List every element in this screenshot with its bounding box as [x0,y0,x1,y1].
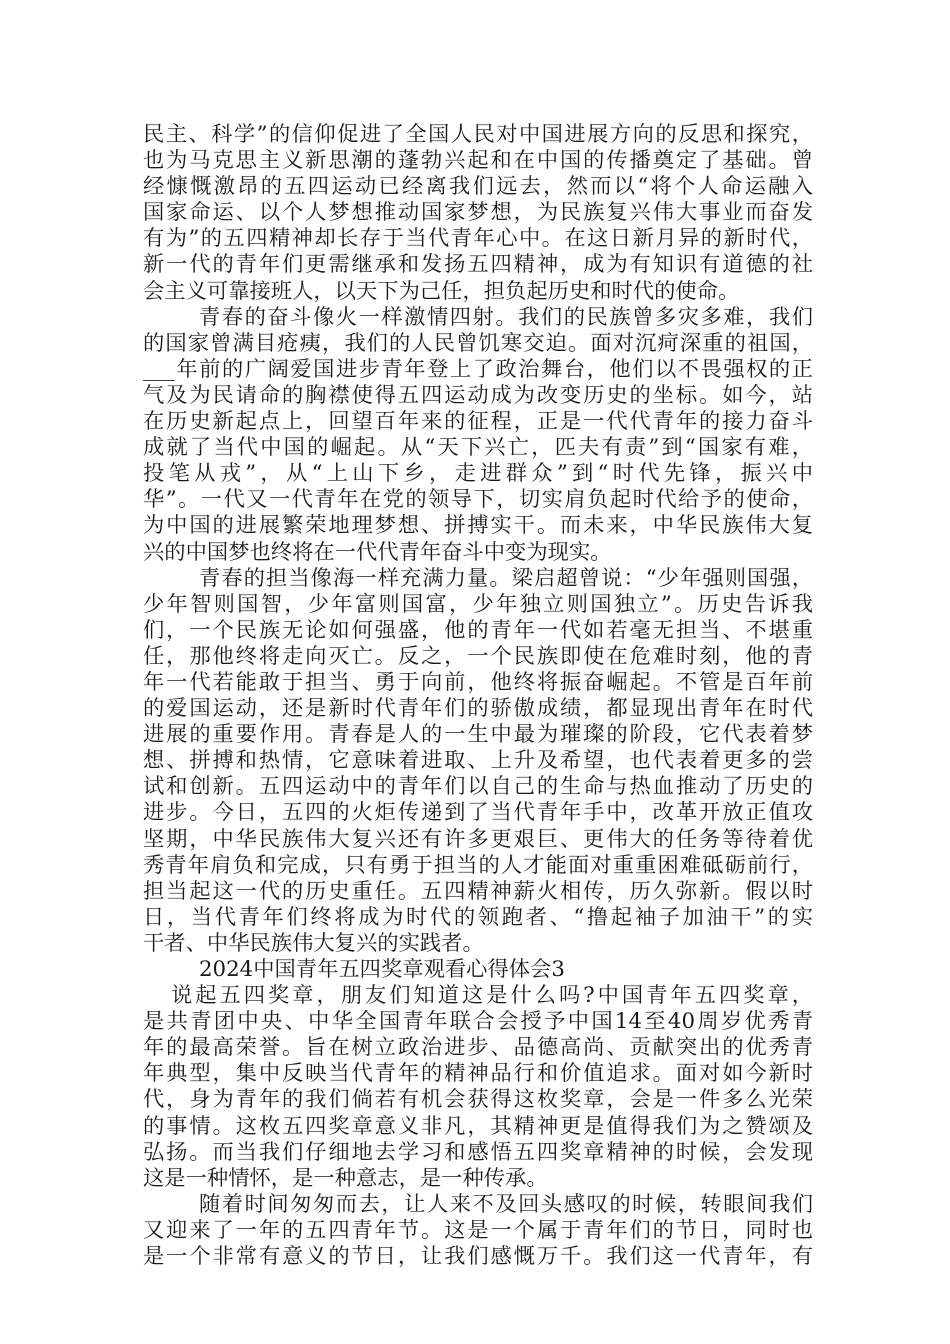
paragraph-line: 投笔从戎”，从“上山下乡，走进群众”到“时代先锋，振兴中 [143,461,813,487]
paragraph-line: 又迎来了一年的五四青年节。这是一个属于青年们的节日，同时也 [143,1217,813,1243]
paragraph-line: 国家命运、以个人梦想推动国家梦想，为民族复兴伟大事业而奋发 [143,200,813,226]
paragraph-line: 们，一个民族无论如何强盛，他的青年一代如若毫无担当、不堪重 [143,617,813,643]
paragraph-line: 年的最高荣誉。旨在树立政治进步、品德高尚、贡献突出的优秀青 [143,1035,813,1061]
paragraph-line: 有为”的五四精神却长存于当代青年心中。在这日新月异的新时代， [143,226,813,252]
paragraph-line: 坚期，中华民族伟大复兴还有许多更艰巨、更伟大的任务等待着优 [143,826,813,852]
paragraph-line: 青春的奋斗像火一样激情四射。我们的民族曾多灾多难，我们 [199,304,813,330]
paragraph-line: 进步。今日，五四的火炬传递到了当代青年手中，改革开放正值攻 [143,800,813,826]
paragraph-line: 少年智则国智，少年富则国富，少年独立则国独立”。历史告诉我 [143,591,813,617]
paragraph-line: 兴的中国梦也终将在一代代青年奋斗中变为现实。 [143,539,612,565]
paragraph-line: 代，身为青年的我们倘若有机会获得这枚奖章，会是一件多么光荣 [143,1087,813,1113]
paragraph-3 [143,566,813,957]
section-heading-text: 2024中国青年五四奖章观看心得体会3 [199,957,565,982]
paragraph-line: 民主、科学”的信仰促进了全国人民对中国进展方向的反思和探究， [143,122,813,147]
paragraph-line: 华”。一代又一代青年在党的领导下，切实肩负起时代给予的使命， [143,487,813,513]
paragraph-line: 的事情。这枚五四奖章意义非凡，其精神更是值得我们为之赞颂及 [143,1113,813,1139]
paragraph-line: 青春的担当像海一样充满力量。梁启超曾说：“少年强则国强， [199,565,813,591]
paragraph-line: 的国家曾满目疮痍，我们的人民曾饥寒交迫。面对沉疴深重的祖国， [143,330,813,356]
paragraph-line: 新一代的青年们更需继承和发扬五四精神，成为有知识有道德的社 [143,252,813,278]
paragraph-1 [143,122,813,305]
paragraph-line: 气及为民请命的胸襟使得五四运动成为改变历史的坐标。如今，站 [143,382,813,408]
paragraph-line: 试和创新。五四运动中的青年们以自己的生命与热血推动了历史的 [143,774,813,800]
paragraph-line: 弘扬。而当我们仔细地去学习和感悟五四奖章精神的时候，会发现 [143,1139,813,1165]
paragraph-line: 的爱国运动，还是新时代青年们的骄傲成绩，都显现出青年在时代 [143,696,813,722]
paragraph-2 [143,305,813,566]
paragraph-line: 是一个非常有意义的节日，让我们感慨万千。我们这一代青年，有 [143,1244,813,1270]
paragraph-line: 年典型，集中反映当代青年的精神品行和价值追求。面对如今新时 [143,1061,813,1087]
paragraph-line: 会主义可靠接班人，以天下为己任，担负起历史和时代的使命。 [143,278,740,304]
paragraph-line: 日，当代青年们终将成为时代的领跑者、“撸起袖子加油干”的实 [143,904,813,930]
document-body [143,122,813,1270]
paragraph-line: ___年前的广阔爱国进步青年登上了政治舞台，他们以不畏强权的正 [143,356,813,382]
paragraph-line: 任，那他终将走向灭亡。反之，一个民族即使在危难时刻，他的青 [143,643,813,669]
paragraph-line: 是共青团中央、中华全国青年联合会授予中国14至40周岁优秀青 [143,1009,813,1035]
paragraph-line: 在历史新起点上，回望百年来的征程，正是一代代青年的接力奋斗 [143,409,813,435]
paragraph-line: 担当起这一代的历史重任。五四精神薪火相传，历久弥新。假以时 [143,878,813,904]
paragraph-line: 这是一种情怀，是一种意志，是一种传承。 [143,1165,548,1191]
paragraph-line: 为中国的进展繁荣地理梦想、拼搏实干。而未来，中华民族伟大复 [143,513,813,539]
paragraph-line: 秀青年肩负和完成，只有勇于担当的人才能面对重重困难砥砺前行， [143,852,813,878]
paragraph-line: 经慷慨激昂的五四运动已经离我们远去，然而以“将个人命运融入 [143,174,813,200]
paragraph-5 [143,1192,813,1270]
paragraph-line: 随着时间匆匆而去，让人来不及回头感叹的时候，转眼间我们 [199,1191,813,1217]
paragraph-line: 成就了当代中国的崛起。从“天下兴亡，匹夫有责”到“国家有难， [143,435,813,461]
paragraph-line: 年一代若能敢于担当、勇于向前，他终将振奋崛起。不管是百年前 [143,669,813,695]
section-heading [143,957,813,983]
paragraph-line: 干者、中华民族伟大复兴的实践者。 [143,930,484,956]
paragraph-line: 说起五四奖章，朋友们知道这是什么吗?中国青年五四奖章， [171,983,813,1009]
paragraph-line: 也为马克思主义新思潮的蓬勃兴起和在中国的传播奠定了基础。曾 [143,148,813,174]
paragraph-4 [143,983,813,1192]
paragraph-line: 想、拼搏和热情，它意味着进取、上升及希望，也代表着更多的尝 [143,748,813,774]
paragraph-line: 进展的重要作用。青春是人的一生中最为璀璨的阶段，它代表着梦 [143,722,813,748]
